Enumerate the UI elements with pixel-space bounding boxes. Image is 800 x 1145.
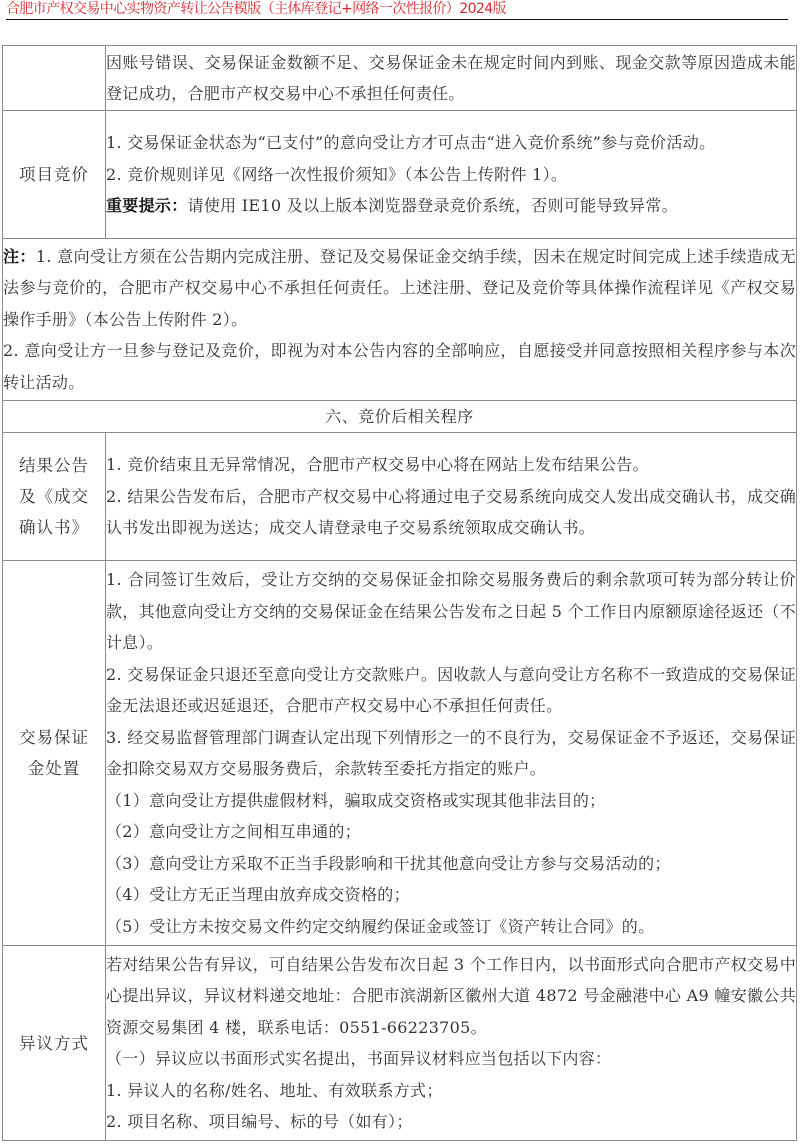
table-row-section-heading bbox=[3, 401, 797, 433]
announcement-table bbox=[2, 45, 797, 1141]
objection-item-2: 2. 项目名称、项目编号、标的号（如有）； bbox=[106, 1112, 413, 1131]
table-row-registration-continued bbox=[3, 46, 797, 111]
deposit-item-3: 3. 经交易监督管理部门调查认定出现下列情形之一的不良行为，交易保证金不予返还，交易保证金扣除交易双方交易服务费后，余款转至委托方指定的账户。 bbox=[106, 727, 796, 778]
deposit-item-1: 1. 合同签订生效后，受让方交纳的交易保证金扣除交易服务费后的剩余款项可转为部分转让价款，其他意向受让方交纳的交易保证金在结果公告发布之日起 5 个工作日内原额原途径返还（不计息）。 bbox=[106, 570, 796, 652]
row-content-note bbox=[3, 239, 797, 401]
table-row-objection bbox=[3, 946, 797, 1141]
document-title: 合肥市产权交易中心实物资产转让公告模版（主体库登记+网络一次性报价）2024版 bbox=[6, 1, 506, 17]
deposit-subitem-2: （2）意向受让方之间相互串通的； bbox=[106, 822, 361, 841]
table-row-bidding bbox=[3, 111, 797, 239]
deposit-subitem-4: （4）受让方无正当理由放弃成交资格的； bbox=[106, 885, 410, 904]
table-row-note bbox=[3, 239, 797, 401]
section-heading-6: 六、竞价后相关程序 bbox=[3, 401, 797, 433]
objection-item-1: 1. 异议人的名称/姓名、地址、有效联系方式； bbox=[106, 1080, 443, 1100]
row-label-objection: 异议方式 bbox=[3, 946, 106, 1141]
result-item-1: 1. 竞价结束且无异常情况，合肥市产权交易中心将在网站上发布结果公告。 bbox=[106, 455, 649, 475]
important-label: 重要提示： bbox=[106, 196, 188, 216]
bidding-important-notice bbox=[106, 190, 796, 222]
table-row-deposit bbox=[3, 561, 797, 946]
note-item-1: 注：1. 意向受让方须在公告期内完成注册、登记及交易保证金交纳手续，因未在规定时间完成上述手续造成无法参与竞价的，合肥市产权交易中心不承担任何责任。上述注册、登记及竞价等具体操作流程详见《产权交易操作手册》（本公告上传附件 2）。 bbox=[3, 246, 796, 329]
important-text: 请使用 IE10 及以上版本浏览器登录竞价系统，否则可能导致异常。 bbox=[187, 196, 678, 216]
bidding-item-1: 1. 交易保证金状态为“已支付”的意向受让方才可点击“进入竞价系统”参与竞价活动。 bbox=[106, 133, 716, 153]
row-label-bidding: 项目竞价 bbox=[3, 111, 106, 239]
row-content-registration bbox=[106, 46, 797, 111]
objection-item-intro: 若对结果公告有异议，可自结果公告发布次日起 3 个工作日内，以书面形式向合肥市产权交易中心提出异议，异议材料递交地址：合肥市滨湖新区徽州大道 4872 号金融港中心 A9 幢安徽公共资源交易集团 4 楼，联系电话：0551-66223705。 bbox=[106, 954, 796, 1037]
row-label-result: 结果公告及《成交确认书》 bbox=[3, 433, 106, 561]
result-item-2: 2. 结果公告发布后，合肥市产权交易中心将通过电子交易系统向成交人发出成交确认书，成交确认书发出即视为送达；成交人请登录电子交易系统领取成交确认书。 bbox=[106, 486, 796, 538]
objection-item-requirements: （一）异议应以书面形式实名提出，书面异议材料应当包括以下内容： bbox=[106, 1049, 612, 1068]
row-content-bidding bbox=[106, 111, 797, 239]
deposit-subitem-5: （5）受让方未按交易文件约定交纳履约保证金或签订《资产转让合同》的。 bbox=[106, 916, 655, 936]
document-header bbox=[6, 2, 788, 20]
row-content-result bbox=[106, 433, 797, 561]
table-row-result bbox=[3, 433, 797, 561]
row-label-deposit: 交易保证金处置 bbox=[3, 561, 106, 946]
note-item-2: 2. 意向受让方一旦参与登记及竞价，即视为对本公告内容的全部响应，自愿接受并同意按照相关程序参与本次转让活动。 bbox=[3, 341, 796, 392]
row-content-deposit bbox=[106, 561, 797, 946]
registration-text: 因账号错误、交易保证金数额不足、交易保证金未在规定时间内到账、现金交款等原因造成未能登记成功，合肥市产权交易中心不承担任何责任。 bbox=[106, 52, 796, 103]
bidding-item-2: 2. 竞价规则详见《网络一次性报价须知》（本公告上传附件 1）。 bbox=[106, 164, 568, 184]
row-label-empty bbox=[3, 46, 106, 111]
note-label: 注： bbox=[3, 246, 36, 266]
deposit-subitem-1: （1）意向受让方提供虚假材料，骗取成交资格或实现其他非法目的； bbox=[106, 790, 606, 810]
deposit-subitem-3: （3）意向受让方采取不正当手段影响和干扰其他意向受让方参与交易活动的； bbox=[106, 853, 671, 873]
row-content-objection bbox=[106, 946, 797, 1141]
deposit-item-2: 2. 交易保证金只退还至意向受让方交款账户。因收款人与意向受让方名称不一致造成的交易保证金无法退还或迟延退还，合肥市产权交易中心不承担任何责任。 bbox=[106, 664, 796, 715]
